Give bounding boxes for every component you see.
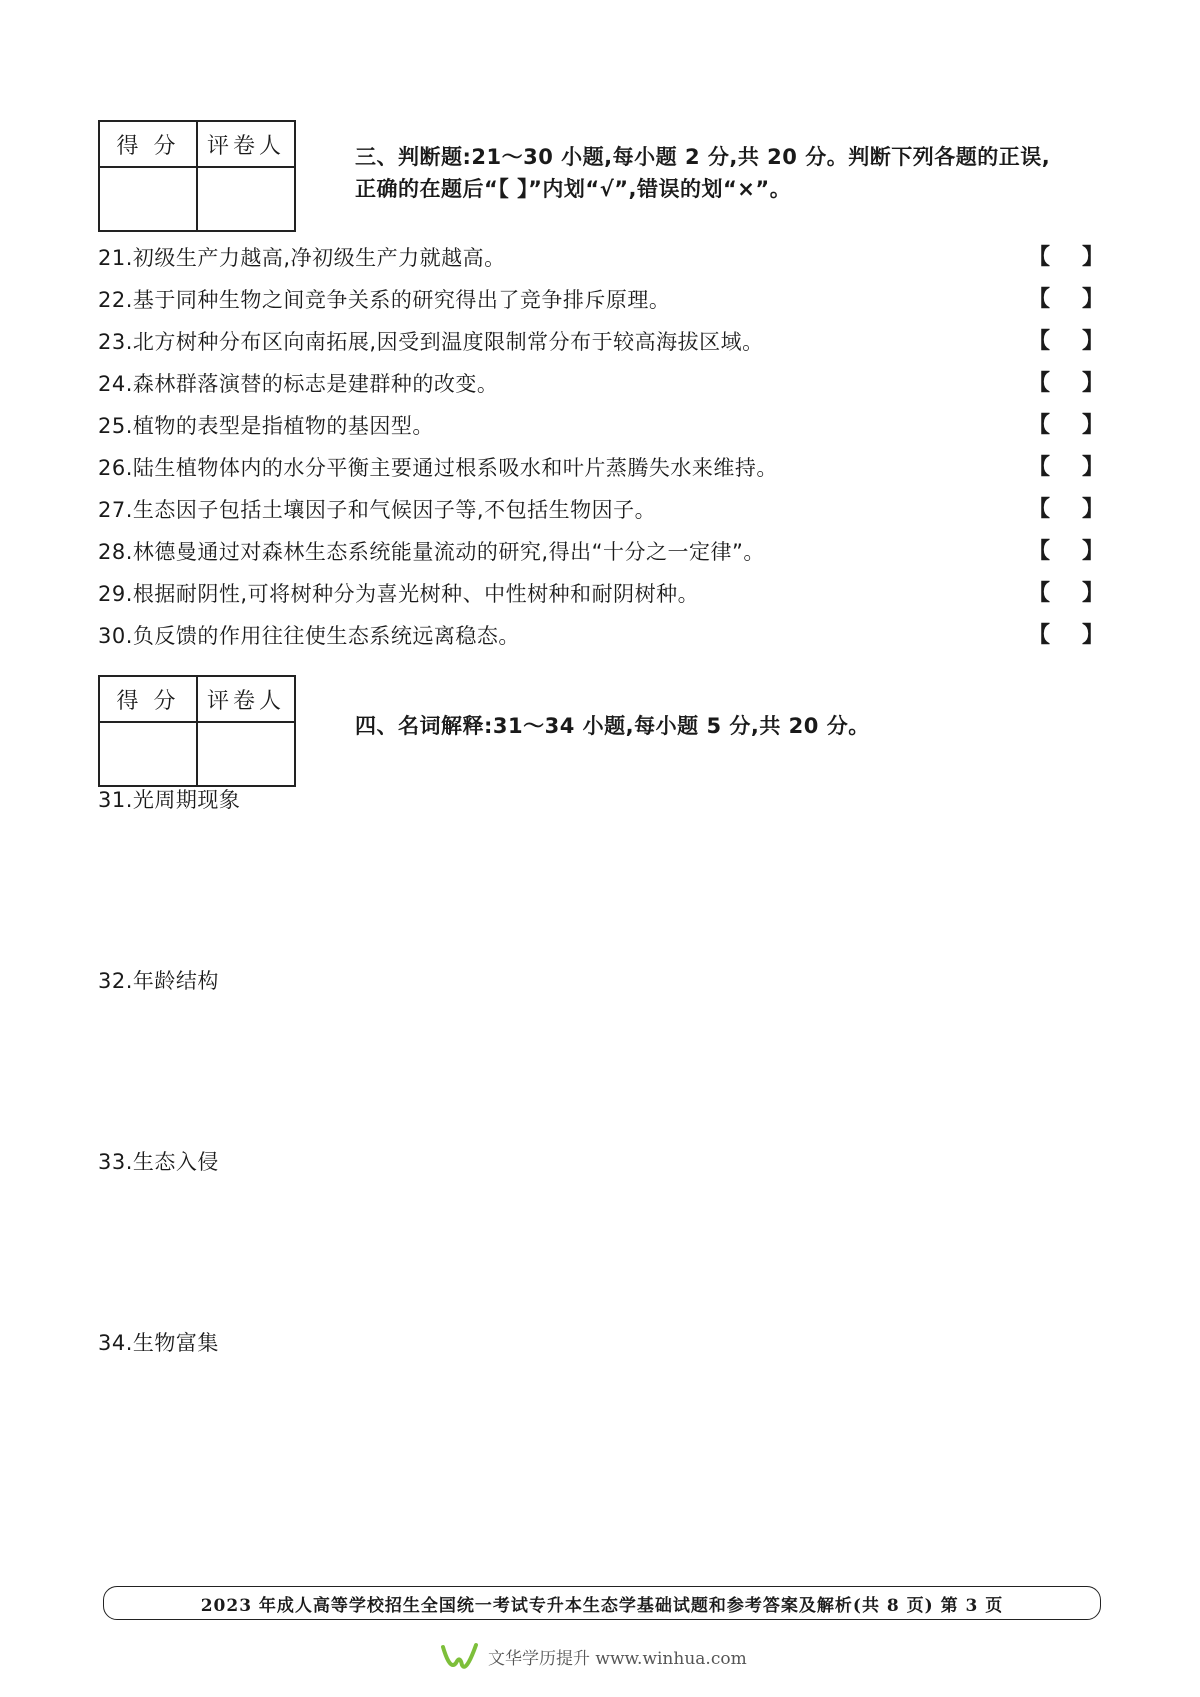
question-21: 21.初级生产力越高,净初级生产力就越高。: [98, 246, 506, 270]
bracket-open: 【: [1028, 455, 1051, 480]
bracket-open: 【: [1028, 371, 1051, 396]
score-box-section4: [98, 675, 296, 787]
section3-title-line2: 正确的在题后“【 】”内划“√”,错误的划“×”。: [355, 177, 792, 201]
answer-bracket-22[interactable]: [1028, 285, 1104, 315]
bracket-open: 【: [1028, 287, 1051, 312]
grader-label: 评卷人: [197, 121, 295, 167]
question-33: 33.生态入侵: [98, 1150, 219, 1174]
section3-title: [355, 141, 1115, 205]
score-cell[interactable]: [99, 167, 197, 231]
bracket-open: 【: [1028, 539, 1051, 564]
question-32: 32.年龄结构: [98, 969, 219, 993]
answer-bracket-29[interactable]: [1028, 579, 1104, 609]
bracket-close: 】: [1081, 413, 1104, 438]
bracket-open: 【: [1028, 497, 1051, 522]
score-label: 得 分: [99, 121, 197, 167]
bracket-open: 【: [1028, 581, 1051, 606]
question-31: 31.光周期现象: [98, 788, 241, 812]
answer-bracket-28[interactable]: [1028, 537, 1104, 567]
question-30: 30.负反馈的作用往往使生态系统远离稳态。: [98, 624, 520, 648]
watermark: [440, 1640, 747, 1672]
bracket-close: 】: [1081, 371, 1104, 396]
bracket-close: 】: [1081, 581, 1104, 606]
question-28: 28.林德曼通过对森林生态系统能量流动的研究,得出“十分之一定律”。: [98, 540, 765, 564]
answer-bracket-27[interactable]: [1028, 495, 1104, 525]
footer-text: 2023 年成人高等学校招生全国统一考试专升本生态学基础试题和参考答案及解析(共 8 页) 第 3 页: [200, 1595, 1004, 1616]
score-cell[interactable]: [99, 722, 197, 786]
score-box-section3: [98, 120, 296, 232]
question-22: 22.基于同种生物之间竞争关系的研究得出了竞争排斥原理。: [98, 288, 671, 312]
question-23: 23.北方树种分布区向南拓展,因受到温度限制常分布于较高海拔区域。: [98, 330, 764, 354]
answer-bracket-23[interactable]: [1028, 327, 1104, 357]
winhua-logo-icon: [440, 1641, 480, 1671]
bracket-open: 【: [1028, 245, 1051, 270]
question-25: 25.植物的表型是指植物的基因型。: [98, 414, 434, 438]
bracket-close: 】: [1081, 497, 1104, 522]
bracket-close: 】: [1081, 329, 1104, 354]
answer-bracket-26[interactable]: [1028, 453, 1104, 483]
bracket-close: 】: [1081, 287, 1104, 312]
answer-bracket-30[interactable]: [1028, 621, 1104, 651]
question-34: 34.生物富集: [98, 1331, 219, 1355]
question-24: 24.森林群落演替的标志是建群种的改变。: [98, 372, 499, 396]
question-29: 29.根据耐阴性,可将树种分为喜光树种、中性树种和耐阴树种。: [98, 582, 700, 606]
bracket-close: 】: [1081, 455, 1104, 480]
section3-title-line1: 三、判断题:21～30 小题,每小题 2 分,共 20 分。判断下列各题的正误,: [355, 145, 1051, 169]
bracket-open: 【: [1028, 623, 1051, 648]
answer-bracket-21[interactable]: [1028, 243, 1104, 273]
score-label: 得 分: [99, 676, 197, 722]
bracket-close: 】: [1081, 245, 1104, 270]
grader-cell[interactable]: [197, 722, 295, 786]
grader-label: 评卷人: [197, 676, 295, 722]
watermark-text: 文华学历提升 www.winhua.com: [488, 1648, 747, 1669]
question-27: 27.生态因子包括土壤因子和气候因子等,不包括生物因子。: [98, 498, 657, 522]
bracket-close: 】: [1081, 539, 1104, 564]
grader-cell[interactable]: [197, 167, 295, 231]
bracket-open: 【: [1028, 329, 1051, 354]
answer-bracket-25[interactable]: [1028, 411, 1104, 441]
question-26: 26.陆生植物体内的水分平衡主要通过根系吸水和叶片蒸腾失水来维持。: [98, 456, 778, 480]
answer-bracket-24[interactable]: [1028, 369, 1104, 399]
bracket-close: 】: [1081, 623, 1104, 648]
page-footer: [103, 1586, 1101, 1620]
section4-title: 四、名词解释:31～34 小题,每小题 5 分,共 20 分。: [355, 714, 870, 738]
bracket-open: 【: [1028, 413, 1051, 438]
